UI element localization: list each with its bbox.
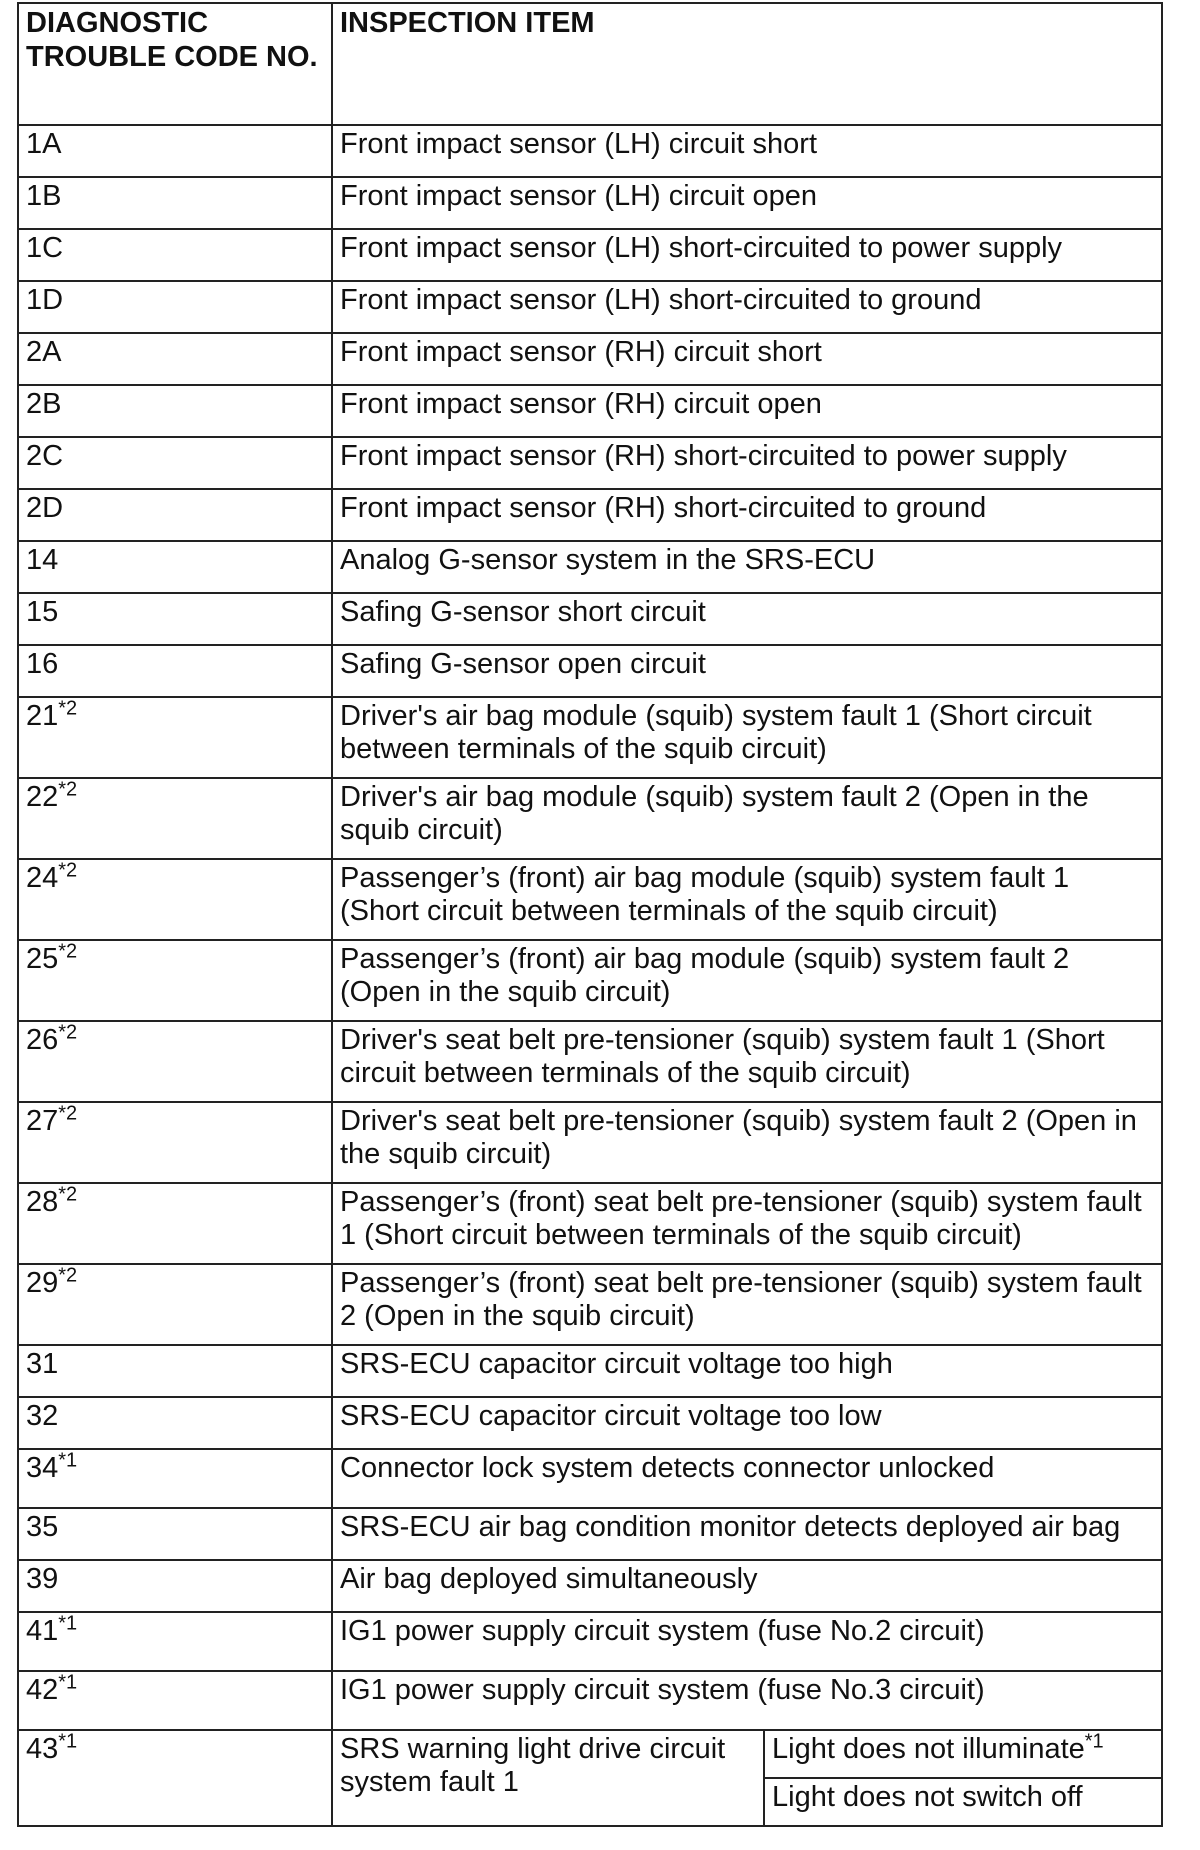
dtc-code: 31	[26, 1348, 59, 1380]
dtc-code: 32	[26, 1400, 59, 1432]
table-row	[18, 1730, 1162, 1778]
dtc-code-cell	[18, 1449, 332, 1508]
dtc-code-cell	[18, 281, 332, 333]
dtc-code-cell	[18, 645, 332, 697]
footnote-marker: *1	[58, 1612, 78, 1635]
table-row	[18, 1449, 1162, 1508]
dtc-code: 2A	[26, 336, 62, 368]
inspection-item-cell: Driver's seat belt pre-tensioner (squib) system fault 1 (Short circuit between terminals of the squib circuit)	[332, 1021, 1162, 1102]
dtc-code-cell	[18, 229, 332, 281]
table-row	[18, 1560, 1162, 1612]
dtc-code-cell	[18, 593, 332, 645]
table-row	[18, 645, 1162, 697]
table-row	[18, 541, 1162, 593]
item-column-header: INSPECTION ITEM	[332, 3, 1162, 125]
footnote-marker: *2	[58, 778, 78, 801]
dtc-code-cell	[18, 333, 332, 385]
dtc-code-cell	[18, 489, 332, 541]
dtc-code-cell	[18, 1021, 332, 1102]
dtc-code-cell	[18, 1397, 332, 1449]
footnote-marker: *1	[58, 1449, 78, 1472]
table-row	[18, 229, 1162, 281]
footnote-marker: *2	[58, 940, 78, 963]
inspection-item-cell: Passenger’s (front) air bag module (squib) system fault 1 (Short circuit between terminals of the squib circuit)	[332, 859, 1162, 940]
dtc-code: 1D	[26, 284, 64, 316]
table-row	[18, 1671, 1162, 1730]
dtc-code: 41	[26, 1615, 59, 1647]
dtc-code: 26	[26, 1024, 59, 1056]
inspection-item-cell: Front impact sensor (LH) short-circuited to power supply	[332, 229, 1162, 281]
table-row	[18, 1183, 1162, 1264]
dtc-code-cell	[18, 940, 332, 1021]
footnote-marker: *2	[58, 1102, 78, 1125]
inspection-item-cell: SRS-ECU capacitor circuit voltage too low	[332, 1397, 1162, 1449]
table-row	[18, 489, 1162, 541]
table-row	[18, 125, 1162, 177]
table-row	[18, 1021, 1162, 1102]
inspection-item-cell: Front impact sensor (LH) short-circuited to ground	[332, 281, 1162, 333]
dtc-code: 15	[26, 596, 59, 628]
dtc-code-cell	[18, 859, 332, 940]
dtc-code-cell	[18, 1560, 332, 1612]
inspection-item-cell: Analog G-sensor system in the SRS-ECU	[332, 541, 1162, 593]
dtc-code: 34	[26, 1452, 59, 1484]
table-row	[18, 437, 1162, 489]
inspection-item-cell: Air bag deployed simultaneously	[332, 1560, 1162, 1612]
dtc-code: 2B	[26, 388, 62, 420]
table-row	[18, 1102, 1162, 1183]
footnote-marker: *2	[58, 1264, 78, 1287]
dtc-code-cell	[18, 1102, 332, 1183]
inspection-item-cell: SRS-ECU air bag condition monitor detects deployed air bag	[332, 1508, 1162, 1560]
footnote-marker: *2	[58, 859, 78, 882]
dtc-code: 22	[26, 781, 59, 813]
dtc-code: 1C	[26, 232, 64, 264]
table-row	[18, 859, 1162, 940]
inspection-item-cell: Passenger’s (front) seat belt pre-tensioner (squib) system fault 2 (Open in the squib circuit)	[332, 1264, 1162, 1345]
table-row	[18, 1612, 1162, 1671]
table-row	[18, 778, 1162, 859]
dtc-code: 35	[26, 1511, 59, 1543]
dtc-code: 2C	[26, 440, 64, 472]
table-row	[18, 1345, 1162, 1397]
inspection-item-cell: SRS warning light drive circuit system fault 1	[332, 1730, 764, 1826]
footnote-marker: *1	[1084, 1730, 1104, 1753]
dtc-code: 27	[26, 1105, 59, 1137]
condition-cell	[764, 1778, 1162, 1826]
table-row	[18, 1508, 1162, 1560]
footnote-marker: *2	[58, 697, 78, 720]
inspection-item-cell: IG1 power supply circuit system (fuse No.3 circuit)	[332, 1671, 1162, 1730]
condition-cell	[764, 1730, 1162, 1778]
table-body	[18, 125, 1162, 1826]
dtc-code-cell	[18, 1508, 332, 1560]
dtc-code: 16	[26, 648, 59, 680]
dtc-code-cell	[18, 1671, 332, 1730]
dtc-code: 28	[26, 1186, 59, 1218]
condition-text: Light does not switch off	[772, 1781, 1083, 1813]
inspection-item-cell: Safing G-sensor short circuit	[332, 593, 1162, 645]
dtc-code: 21	[26, 700, 59, 732]
dtc-code-cell	[18, 125, 332, 177]
dtc-code: 25	[26, 943, 59, 975]
dtc-code: 24	[26, 862, 59, 894]
dtc-code: 2D	[26, 492, 64, 524]
dtc-code-cell	[18, 385, 332, 437]
inspection-item-cell: Driver's air bag module (squib) system fault 2 (Open in the squib circuit)	[332, 778, 1162, 859]
inspection-item-cell: Front impact sensor (RH) short-circuited to power supply	[332, 437, 1162, 489]
dtc-code-cell	[18, 177, 332, 229]
inspection-item-cell: Driver's seat belt pre-tensioner (squib) system fault 2 (Open in the squib circuit)	[332, 1102, 1162, 1183]
inspection-item-cell: Front impact sensor (LH) circuit short	[332, 125, 1162, 177]
inspection-item-cell: Front impact sensor (RH) circuit short	[332, 333, 1162, 385]
dtc-code: 14	[26, 544, 59, 576]
inspection-item-cell: Front impact sensor (RH) circuit open	[332, 385, 1162, 437]
dtc-code-cell	[18, 1345, 332, 1397]
footnote-marker: *2	[58, 1183, 78, 1206]
inspection-item-cell: Front impact sensor (RH) short-circuited to ground	[332, 489, 1162, 541]
table-row	[18, 385, 1162, 437]
dtc-code: 42	[26, 1674, 59, 1706]
table-row	[18, 1397, 1162, 1449]
table-row	[18, 940, 1162, 1021]
dtc-code-cell	[18, 437, 332, 489]
inspection-item-cell: Connector lock system detects connector unlocked	[332, 1449, 1162, 1508]
table-row	[18, 593, 1162, 645]
inspection-item-cell: Passenger’s (front) air bag module (squib) system fault 2 (Open in the squib circuit)	[332, 940, 1162, 1021]
inspection-item-cell: SRS-ECU capacitor circuit voltage too high	[332, 1345, 1162, 1397]
inspection-item-cell: Safing G-sensor open circuit	[332, 645, 1162, 697]
dtc-code: 1A	[26, 128, 62, 160]
inspection-item-cell: Front impact sensor (LH) circuit open	[332, 177, 1162, 229]
code-column-header: DIAGNOSTIC TROUBLE CODE NO.	[18, 3, 332, 125]
dtc-code-cell	[18, 1183, 332, 1264]
table-row	[18, 697, 1162, 778]
footnote-marker: *1	[58, 1730, 78, 1753]
inspection-item-cell: IG1 power supply circuit system (fuse No.2 circuit)	[332, 1612, 1162, 1671]
dtc-table	[17, 2, 1163, 1827]
condition-text: Light does not illuminate	[772, 1733, 1085, 1765]
inspection-item-cell: Driver's air bag module (squib) system fault 1 (Short circuit between terminals of the squib circuit)	[332, 697, 1162, 778]
dtc-code: 29	[26, 1267, 59, 1299]
dtc-code-cell	[18, 1612, 332, 1671]
table-row	[18, 1264, 1162, 1345]
dtc-code-cell	[18, 697, 332, 778]
dtc-code-cell	[18, 1730, 332, 1826]
footnote-marker: *2	[58, 1021, 78, 1044]
dtc-code-cell	[18, 541, 332, 593]
inspection-item-cell: Passenger’s (front) seat belt pre-tensioner (squib) system fault 1 (Short circuit between terminals of the squib circuit)	[332, 1183, 1162, 1264]
dtc-code-cell	[18, 1264, 332, 1345]
table-row	[18, 177, 1162, 229]
header-row	[18, 3, 1162, 125]
footnote-marker: *1	[58, 1671, 78, 1694]
table-row	[18, 333, 1162, 385]
table-row	[18, 281, 1162, 333]
dtc-code: 1B	[26, 180, 62, 212]
dtc-code: 39	[26, 1563, 59, 1595]
dtc-code: 43	[26, 1733, 59, 1765]
dtc-code-cell	[18, 778, 332, 859]
